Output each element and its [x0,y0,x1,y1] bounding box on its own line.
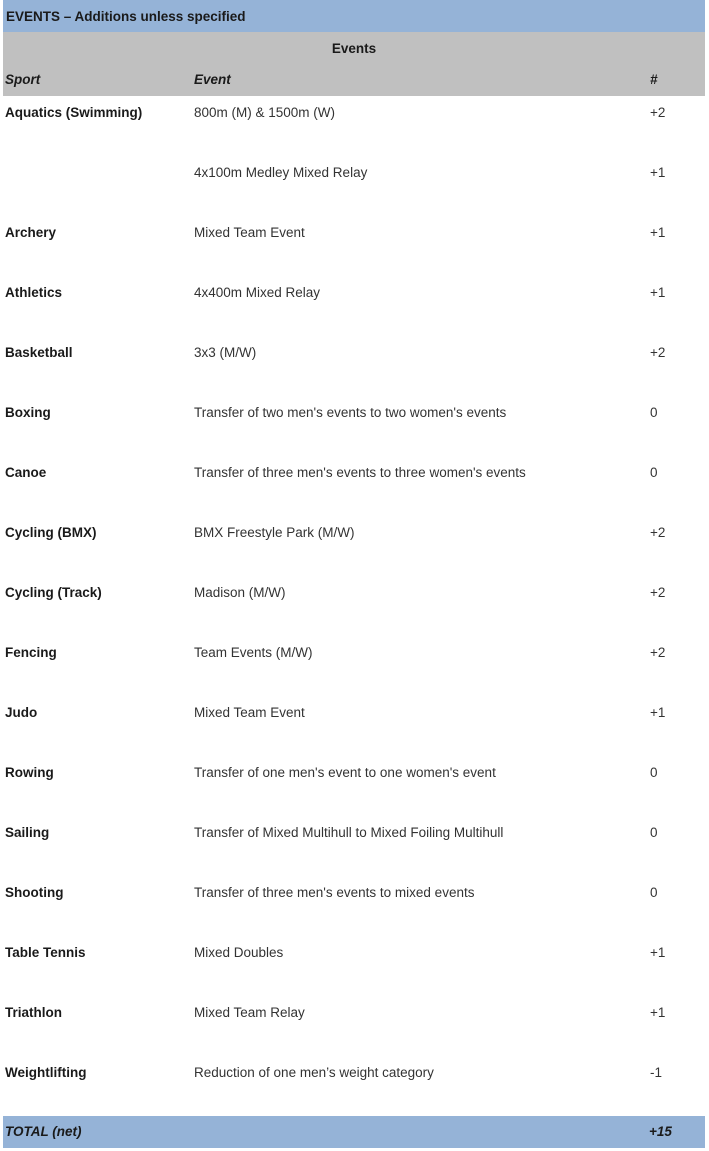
sport-cell: Cycling (Track) [5,585,102,600]
count-cell: +2 [650,345,666,360]
count-cell: +1 [650,705,666,720]
column-header-count: # [650,72,658,87]
sport-cell: Weightlifting [5,1065,87,1080]
table-row [3,156,705,216]
table-row [3,576,705,636]
event-cell: Mixed Doubles [194,945,284,960]
table-row [3,276,705,336]
event-cell: Madison (M/W) [194,585,286,600]
count-cell: +1 [650,165,666,180]
column-header-sport: Sport [5,72,41,87]
section-header [3,32,705,64]
table-row [3,936,705,996]
sport-cell: Triathlon [5,1005,62,1020]
count-cell: +2 [650,585,666,600]
sport-cell: Judo [5,705,38,720]
event-cell: Transfer of three men's events to mixed events [194,885,475,900]
event-cell: 3x3 (M/W) [194,345,257,360]
table-row [3,636,705,696]
sport-cell: Athletics [5,285,63,300]
sport-cell: Sailing [5,825,50,840]
event-cell: BMX Freestyle Park (M/W) [194,525,355,540]
event-cell: 4x100m Medley Mixed Relay [194,165,368,180]
event-cell: Transfer of three men's events to three women's events [194,465,526,480]
sport-cell: Shooting [5,885,64,900]
count-cell: 0 [650,825,658,840]
table-body [3,96,705,1116]
count-cell: 0 [650,465,658,480]
sport-cell: Basketball [5,345,73,360]
table-row [3,456,705,516]
count-cell: +2 [650,645,666,660]
count-cell: +1 [650,285,666,300]
table-row [3,696,705,756]
section-header-text: Events [331,40,377,56]
event-cell: Mixed Team Relay [194,1005,305,1020]
total-row [3,1116,705,1148]
event-cell: Reduction of one men’s weight category [194,1065,434,1080]
table-row [3,996,705,1056]
sport-cell: Rowing [5,765,54,780]
count-cell: +2 [650,105,666,120]
total-value: +15 [649,1124,672,1139]
event-cell: Transfer of two men's events to two women's events [194,405,507,420]
table-row [3,396,705,456]
count-cell: -1 [650,1065,663,1080]
table-title [3,0,705,32]
count-cell: 0 [650,765,658,780]
table-row [3,516,705,576]
sport-cell: Fencing [5,645,57,660]
table-row [3,756,705,816]
sport-cell: Table Tennis [5,945,86,960]
event-cell: Mixed Team Event [194,705,305,720]
sport-cell: Canoe [5,465,47,480]
count-cell: +1 [650,1005,666,1020]
event-cell: Transfer of Mixed Multihull to Mixed Foiling Multihull [194,825,504,840]
count-cell: +1 [650,225,666,240]
event-cell: Transfer of one men's event to one women's event [194,765,496,780]
event-cell: Mixed Team Event [194,225,305,240]
event-cell: 800m (M) & 1500m (W) [194,105,336,120]
count-cell: +2 [650,525,666,540]
table-title-text: EVENTS – Additions unless specified [6,8,246,24]
table-row [3,216,705,276]
event-cell: Team Events (M/W) [194,645,313,660]
sport-cell: Archery [5,225,57,240]
count-cell: +1 [650,945,666,960]
table-row [3,1056,705,1116]
event-cell: 4x400m Mixed Relay [194,285,321,300]
sport-cell: Boxing [5,405,51,420]
total-label: TOTAL (net) [5,1124,82,1139]
count-cell: 0 [650,885,658,900]
sport-cell: Cycling (BMX) [5,525,97,540]
table-row [3,336,705,396]
table-row [3,96,705,156]
table-row [3,816,705,876]
count-cell: 0 [650,405,658,420]
column-header-event: Event [194,72,231,87]
table-row [3,876,705,936]
sport-cell: Aquatics (Swimming) [5,105,143,120]
column-headers [3,64,705,96]
